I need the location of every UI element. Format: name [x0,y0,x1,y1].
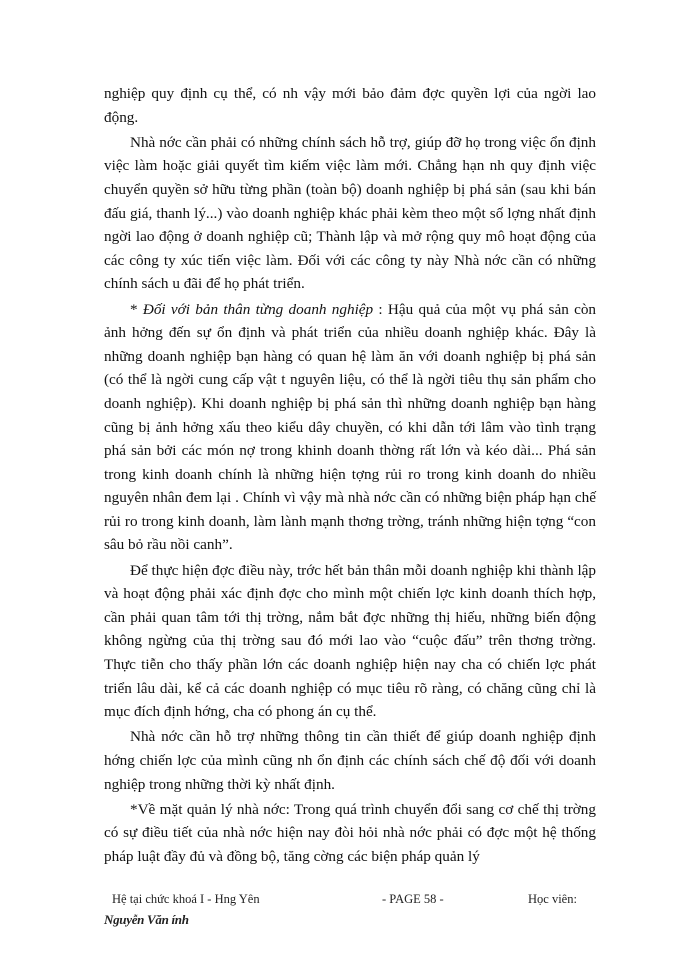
paragraph-1: nghiệp quy định cụ thể, có nh vậy mới bảo đảm đợc quyền lợi của ngời lao động. [104,85,596,126]
footer-page-number: - PAGE 58 - [382,892,444,906]
body-text [104,82,596,870]
paragraph-2: Nhà nớc cần phải có những chính sách hỗ trợ, giúp đỡ họ trong việc ổn định việc làm hoặc giải quyết tìm kiếm việc làm mới. Chẳng hạn nh quy định việc chuyển quyền sở hữu từng phần (toàn bộ) doanh nghiệp bị phá sản (sau khi bán đấu giá, thanh lý...) vào doanh nghiệp khác phải kèm theo một số lợng nhất định ngời lao động ở doanh nghiệp cũ; Thành lập và mở rộng quy mô hoạt động của các công ty xúc tiến việc làm. Đối với các công ty này Nhà nớc cần có những chính sách u đãi để họ phát triển. [104,133,596,293]
paragraph-3 [104,298,596,558]
footer-course: Hệ tại chức khoá I - Hng Yên [112,892,260,906]
paragraph-3-body: : Hậu quả của một vụ phá sản còn ảnh hởng đến sự ổn định và phát triển của nhiều doanh nghiệp khác. Đây là những doanh nghiệp bạn hàng có quan hệ làm ăn với doanh nghiệp bị phá sản (có thể là ngời cung cấp vật t nguyên liệu, có thể là ngời tiêu thụ sản phẩm cho doanh nghiệp). Khi doanh nghiệp bị phá sản thì những doanh nghiệp bạn hàng cũng bị ảnh hởng xấu theo kiểu dây chuyền, có khi dẫn tới lâm vào tình trạng phá sản bởi các món nợ trong khinh doanh thờng rất lớn và kéo dài... Phá sản trong kinh doanh chính là những hiện tợng rủi ro trong kinh doanh do nhiều nguyên nhân đem lại . Chính vì vậy mà nhà nớc cần có những biện pháp hạn chế rủi ro trong kinh doanh, làm lành mạnh thơng trờng, tránh những hiện tợng “con sâu bỏ rầu nồi canh”. [104,300,597,554]
paragraph-6: *Về mặt quản lý nhà nớc: Trong quá trình chuyển đổi sang cơ chế thị trờng có sự điều tiết của nhà nớc hiện nay đòi hỏi nhà nớc phải có đợc một hệ thống pháp luật đầy đủ và đồng bộ, tăng cờng các biện pháp quản lý [104,800,596,865]
paragraph-4: Để thực hiện đợc điều này, trớc hết bản thân mỗi doanh nghiệp khi thành lập và hoạt động phải xác định đợc cho mình một chiến lợc kinh doanh thích hợp, cần phải quan tâm tới thị trờng, nắm bắt đợc những thị hiếu, những biến động không ngừng của thị trờng sau đó mới lao vào “cuộc đấu” trên thơng trờng. Thực tiễn cho thấy phần lớn các doanh nghiệp hiện nay cha có chiến lợc phát triển lâu dài, kể cả các doanh nghiệp có mục tiêu rõ ràng, có chăng cũng chỉ là mục đích định hớng, cha có phong án cụ thể. [104,561,596,721]
footer-student-name: Nguyễn Văn ính [104,912,189,927]
footer-student-label: Học viên: [528,892,577,906]
italic-heading: Đối với bản thân từng doanh nghiệp [142,300,374,318]
bullet-prefix: * [130,300,143,318]
paragraph-5: Nhà nớc cần hỗ trợ những thông tin cần thiết để giúp doanh nghiệp định hớng chiến lợc của mình cũng nh ổn định các chính sách chế độ đối với doanh nghiệp trong những thời kỳ nhất định. [104,728,596,793]
